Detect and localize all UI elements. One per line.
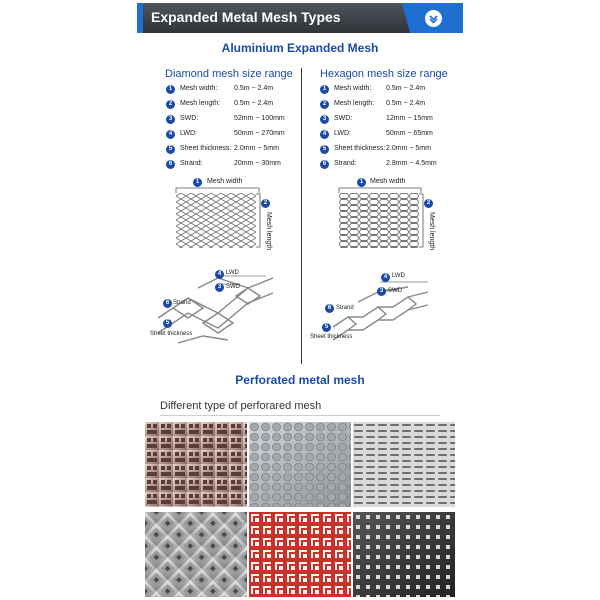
spec-number: 5 bbox=[166, 145, 175, 154]
collapse-toggle-button[interactable] bbox=[424, 9, 443, 28]
spec-value: 50mm ~ 65mm bbox=[386, 130, 433, 137]
spec-value: 12mm ~ 15mm bbox=[386, 115, 433, 122]
diagram-number: 2 bbox=[261, 199, 270, 208]
hexagon-mesh-graphic bbox=[339, 193, 419, 248]
spec-label: Sheet thickness: bbox=[334, 145, 386, 152]
spec-number: 2 bbox=[320, 100, 329, 109]
lwd-label: LWD bbox=[392, 273, 405, 279]
perforated-subhead: Different type of perforared mesh bbox=[160, 400, 322, 412]
banner-accent bbox=[137, 3, 143, 33]
diamond-title: Diamond mesh size range bbox=[165, 68, 293, 80]
spec-value: 2.8mm ~ 4.5mm bbox=[386, 160, 437, 167]
spec-value: 0.5m ~ 2.4m bbox=[234, 85, 274, 92]
spec-label: Mesh length: bbox=[334, 100, 375, 107]
diagram-number: 3 bbox=[215, 283, 224, 292]
strand-label: Strand bbox=[336, 305, 354, 311]
spec-label: Mesh length: bbox=[180, 100, 221, 107]
lwd-label: LWD bbox=[226, 270, 239, 276]
aluminium-heading: Aluminium Expanded Mesh bbox=[221, 41, 379, 55]
perforated-heading: Perforated metal mesh bbox=[235, 373, 365, 387]
diagram-number: 5 bbox=[163, 319, 172, 328]
spec-number: 6 bbox=[166, 160, 175, 169]
spec-value: 0.5m ~ 2.4m bbox=[386, 85, 426, 92]
diamond-mesh-graphic bbox=[176, 193, 256, 248]
spec-number: 3 bbox=[320, 115, 329, 124]
perforated-photo-slot-holes bbox=[353, 422, 455, 507]
spec-value: 2.0mm ~ 5mm bbox=[234, 145, 279, 152]
spec-label: LWD: bbox=[180, 130, 197, 137]
perforated-photo-round-holes bbox=[249, 422, 351, 507]
spec-label: Mesh width: bbox=[180, 85, 218, 92]
spec-label: Strand: bbox=[180, 160, 203, 167]
diagram-number: 1 bbox=[357, 178, 366, 187]
mesh-width-label: Mesh width bbox=[370, 178, 406, 185]
perforated-photo-red-pattern bbox=[249, 512, 351, 597]
spec-label: LWD: bbox=[334, 130, 351, 137]
swd-label: SWD bbox=[388, 288, 402, 294]
swd-label: SWD bbox=[226, 284, 240, 290]
spec-value: 52mm ~ 100mm bbox=[234, 115, 285, 122]
spec-label: Mesh width: bbox=[334, 85, 372, 92]
perforated-photo-woven-diamond bbox=[145, 512, 247, 597]
spec-value: 0.5m ~ 2.4m bbox=[386, 100, 426, 107]
spec-number: 4 bbox=[166, 130, 175, 139]
strand-label: Strand bbox=[173, 300, 191, 306]
diagram-number: 1 bbox=[193, 178, 202, 187]
mesh-length-label: Mesh length bbox=[428, 212, 435, 251]
perforated-photo-square-holes bbox=[353, 512, 455, 597]
mesh-width-label: Mesh width bbox=[207, 178, 243, 185]
spec-number: 5 bbox=[320, 145, 329, 154]
spec-label: SWD: bbox=[180, 115, 199, 122]
spec-value: 20mm ~ 30mm bbox=[234, 160, 281, 167]
banner-title: Expanded Metal Mesh Types bbox=[151, 9, 341, 25]
diagram-number: 5 bbox=[322, 323, 331, 332]
diagram-number: 4 bbox=[381, 273, 390, 282]
spec-number: 1 bbox=[320, 85, 329, 94]
spec-label: Sheet thickness: bbox=[180, 145, 232, 152]
spec-label: Strand: bbox=[334, 160, 357, 167]
diagram-number: 4 bbox=[215, 270, 224, 279]
spec-number: 6 bbox=[320, 160, 329, 169]
mesh-length-label: Mesh length bbox=[265, 212, 272, 251]
spec-number: 1 bbox=[166, 85, 175, 94]
sheet-thickness-label: Sheet thickness bbox=[150, 331, 193, 337]
subhead-underline bbox=[160, 415, 440, 416]
sheet-thickness-label: Sheet thickness bbox=[310, 334, 353, 340]
spec-label: SWD: bbox=[334, 115, 353, 122]
spec-value: 2.0mm ~ 5mm bbox=[386, 145, 431, 152]
diagram-number: 2 bbox=[424, 199, 433, 208]
spec-value: 0.5m ~ 2.4m bbox=[234, 100, 274, 107]
column-divider bbox=[301, 68, 302, 364]
spec-value: 50mm ~ 270mm bbox=[234, 130, 285, 137]
chevron-down-icon bbox=[425, 10, 442, 27]
diagram-number: 6 bbox=[163, 299, 172, 308]
spec-number: 2 bbox=[166, 100, 175, 109]
spec-number: 4 bbox=[320, 130, 329, 139]
perforated-photo-cross-pattern bbox=[145, 422, 247, 507]
spec-number: 3 bbox=[166, 115, 175, 124]
diagram-number: 3 bbox=[377, 287, 386, 296]
hexagon-title: Hexagon mesh size range bbox=[320, 68, 448, 80]
diagram-number: 6 bbox=[325, 304, 334, 313]
